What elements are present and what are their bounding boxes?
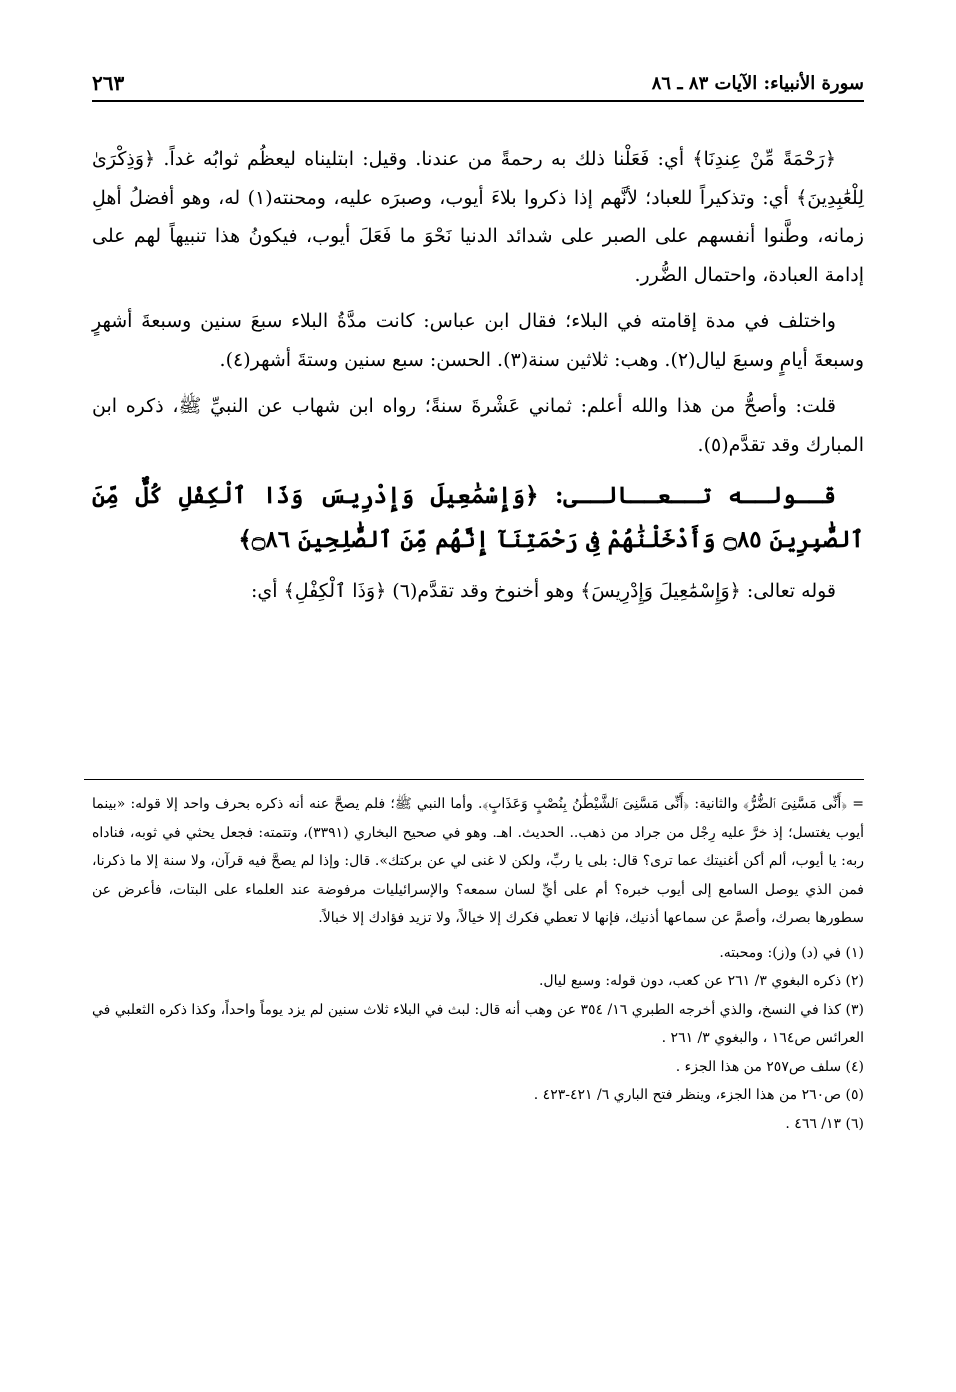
verse-heading: قــولــه تــعــالــى: ﴿وَإِسْمَٰعِيلَ وَإِدْرِيسَ وَذَا ٱلْكِفْلِ كُلٌّ مِّنَ ٱلصَّٰبِرِينَ ۝٨٥ وَأَدْخَلْنَٰهُمْ فِى رَحْمَتِنَآ إِنَّهُم مِّنَ ٱلصَّٰلِحِينَ ۝٨٦﴾ <box>92 482 864 553</box>
page-header <box>92 66 864 102</box>
page-number: ٢٦٣ <box>92 71 125 95</box>
paragraph-1: ﴿رَحْمَةً مِّنْ عِندِنَا﴾ أي: فَعَلْنا ذلك به رحمةً من عندنا. وقيل: ابتليناه ليعظُم ثوابُه غداً. ﴿وَذِكْرَىٰ لِلْعَٰبِدِينَ﴾ أي: وتذكيراً للعباد؛ لأنَّهم إذا ذكروا بلاءَ أيوب، وصبرَه عليه، ومحنته(١) له، وهو أفضلُ أهلِ زمانه، وطَّنوا أنفسهم على الصبر على شدائد الدنيا نَحْوَ ما فَعَلَ أيوب، فيكونُ هذا تنبيهاً لهم على إدامة العبادة، واحتمال الضُّرر. <box>92 148 864 286</box>
footnote-1: (١) في (د) و(ز): ومحبته. <box>719 944 864 961</box>
footnote-separator <box>84 779 864 780</box>
footnote-6: (٦) ١٣/ ٤٦٦ . <box>785 1115 864 1132</box>
footnote-continuation: = ﴿أَنِّى مَسَّنِىَ ٱلضُّرُّ﴾ والثانية: ﴿أَنِّى مَسَّنِىَ ٱلشَّيْطَٰنُ بِنُصْبٍ وَعَذَابٍ﴾. وأما النبي ﷺ؛ فلم يصحَّ عنه أنه ذكره بحرف واحد إلا قوله: «بينما أيوب يغتسل؛ إذ خرَّ عليه رِجْل من جراد من ذهب.. الحديث. اهـ. وهو في صحيح البخاري (٣٣٩١)، وتتمته: فجعل يحثي في ثوبه، فناداه ربه: يا أيوب، ألم أكن أغنيتك عما ترى؟ قال: بلى يا ربِّ، ولكن لا غنى لي عن بركتك». قال: وإذا لم يصحَّ فيه قرآن، ولا سنة إلا ما ذكرنا، فمن الذي يوصل السامع إلى أيوب خبره؟ أم على أيِّ لسان سمعه؟ والإسرائيليات مرفوضة عند العلماء على البتات، فأعرض عن سطورها بصرك، وأصمَّ عن سماعها أذنيك، فإنها لا تعطي فكرك إلا خيالاً، ولا تزيد فؤادك إلا خبالاً. <box>92 796 864 926</box>
footnotes <box>92 790 864 1138</box>
paragraph-4: قوله تعالى: ﴿وَإِسْمَٰعِيلَ وَإِدْرِيسَ﴾ وهو أخنوخ وقد تقدَّم(٦) ﴿وَذَا ٱلْكِفْلِ﴾ أي: <box>251 580 836 602</box>
footnote-2: (٢) ذكره البغوي ٣/ ٢٦١ عن كعب، دون قوله: وسبع ليال. <box>538 973 864 989</box>
footnote-3: (٣) كذا في النسخ، والذي أخرجه الطبري ١٦/ ٣٥٤ عن وهب أنه قال: لبث في البلاء ثلاث سنين لم يزد يوماً واحداً، وكذا ذكره الثعلبي في العرائس ص١٦٤ ، والبغوي ٣/ ٢٦١ . <box>92 1001 864 1046</box>
footnote-4: (٤) سلف ص٢٥٧ من هذا الجزء . <box>675 1058 864 1075</box>
footnote-5: (٥) ص٢٦٠ من هذا الجزء، وينظر فتح الباري ٦/ ٤٢١-٤٢٣ . <box>533 1087 864 1103</box>
paragraph-2: واختلف في مدة إقامته في البلاء؛ فقال ابن عباس: كانت مدَّةُ البلاء سبعَ سنين وسبعةَ أشهرٍ وسبعةَ أيامٍ وسبعَ ليال(٢). وهب: ثلاثين سنة(٣). الحسن: سبع سنين وستةَ أشهر(٤). <box>92 310 864 371</box>
main-text <box>92 140 864 619</box>
paragraph-3: قلت: وأصحُّ من هذا والله أعلم: ثماني عَشْرةَ سنةً؛ رواه ابن شهاب عن النبيِّ ﷺ، ذكره ابن المبارك وقد تقدَّم(٥). <box>92 395 864 456</box>
running-title: سورة الأنبياء: الآيات ٨٣ ـ ٨٦ <box>651 72 864 94</box>
